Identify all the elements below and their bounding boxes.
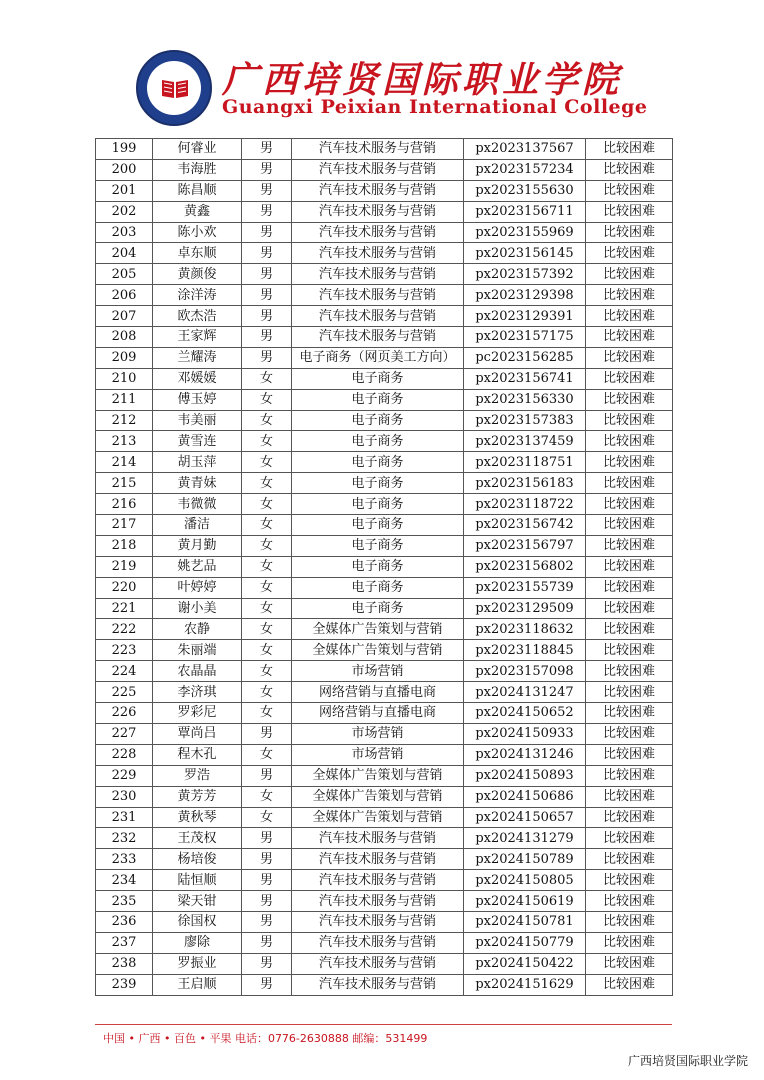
- table-row: [96, 368, 673, 389]
- row-number: 222: [96, 619, 153, 640]
- row-number: 207: [96, 306, 153, 327]
- student-id: px2023155739: [464, 577, 586, 598]
- row-number: 199: [96, 139, 153, 160]
- difficulty-level: 比较困难: [586, 682, 673, 703]
- student-id: px2023156797: [464, 535, 586, 556]
- major: 网络营销与直播电商: [292, 682, 464, 703]
- row-number: 212: [96, 410, 153, 431]
- student-name: 韦海胜: [153, 159, 242, 180]
- table-row: [96, 974, 673, 995]
- gender: 男: [242, 222, 292, 243]
- student-id: px2024131279: [464, 828, 586, 849]
- student-id: px2024150619: [464, 891, 586, 912]
- table-row: [96, 598, 673, 619]
- difficulty-level: 比较困难: [586, 201, 673, 222]
- major: 汽车技术服务与营销: [292, 953, 464, 974]
- difficulty-level: 比较困难: [586, 180, 673, 201]
- major: 汽车技术服务与营销: [292, 932, 464, 953]
- gender: 男: [242, 139, 292, 160]
- gender: 女: [242, 682, 292, 703]
- gender: 男: [242, 953, 292, 974]
- gender: 女: [242, 744, 292, 765]
- difficulty-level: 比较困难: [586, 285, 673, 306]
- row-number: 237: [96, 932, 153, 953]
- gender: 男: [242, 911, 292, 932]
- row-number: 224: [96, 661, 153, 682]
- table-row: [96, 640, 673, 661]
- row-number: 210: [96, 368, 153, 389]
- table-row: [96, 932, 673, 953]
- major: 汽车技术服务与营销: [292, 139, 464, 160]
- major: 汽车技术服务与营销: [292, 974, 464, 995]
- student-id: px2024150805: [464, 870, 586, 891]
- student-name: 朱丽端: [153, 640, 242, 661]
- gender: 女: [242, 556, 292, 577]
- gender: 男: [242, 180, 292, 201]
- table-row: [96, 619, 673, 640]
- row-number: 229: [96, 765, 153, 786]
- difficulty-level: 比较困难: [586, 807, 673, 828]
- difficulty-level: 比较困难: [586, 243, 673, 264]
- row-number: 200: [96, 159, 153, 180]
- major: 全媒体广告策划与营销: [292, 765, 464, 786]
- gender: 女: [242, 431, 292, 452]
- gender: 男: [242, 285, 292, 306]
- table-row: [96, 222, 673, 243]
- student-id: px2024131247: [464, 682, 586, 703]
- student-name: 邓媛媛: [153, 368, 242, 389]
- student-name: 罗浩: [153, 765, 242, 786]
- difficulty-level: 比较困难: [586, 431, 673, 452]
- table-row: [96, 744, 673, 765]
- student-id: px2023157175: [464, 327, 586, 348]
- major: 电子商务（网页美工方向）: [292, 347, 464, 368]
- student-id: px2024151629: [464, 974, 586, 995]
- student-name: 何睿业: [153, 139, 242, 160]
- roster-body: [96, 139, 673, 996]
- row-number: 215: [96, 473, 153, 494]
- difficulty-level: 比较困难: [586, 891, 673, 912]
- difficulty-level: 比较困难: [586, 870, 673, 891]
- major: 电子商务: [292, 535, 464, 556]
- student-name: 谢小美: [153, 598, 242, 619]
- student-name: 罗振业: [153, 953, 242, 974]
- gender: 女: [242, 515, 292, 536]
- major: 汽车技术服务与营销: [292, 264, 464, 285]
- student-name: 黄雪连: [153, 431, 242, 452]
- table-row: [96, 891, 673, 912]
- table-row: [96, 807, 673, 828]
- table-row: [96, 452, 673, 473]
- major: 市场营销: [292, 661, 464, 682]
- table-row: [96, 556, 673, 577]
- student-id: px2024150652: [464, 703, 586, 724]
- major: 汽车技术服务与营销: [292, 327, 464, 348]
- major: 市场营销: [292, 723, 464, 744]
- gender: 女: [242, 786, 292, 807]
- major: 汽车技术服务与营销: [292, 243, 464, 264]
- student-name: 杨培俊: [153, 849, 242, 870]
- major: 电子商务: [292, 494, 464, 515]
- row-number: 202: [96, 201, 153, 222]
- student-id: px2023129509: [464, 598, 586, 619]
- student-id: px2023156802: [464, 556, 586, 577]
- gender: 男: [242, 870, 292, 891]
- major: 汽车技术服务与营销: [292, 870, 464, 891]
- gender: 女: [242, 389, 292, 410]
- student-id: px2024150657: [464, 807, 586, 828]
- major: 汽车技术服务与营销: [292, 201, 464, 222]
- difficulty-level: 比较困难: [586, 911, 673, 932]
- book-icon: [160, 76, 190, 100]
- difficulty-level: 比较困难: [586, 410, 673, 431]
- gender: 男: [242, 201, 292, 222]
- gender: 男: [242, 723, 292, 744]
- major: 电子商务: [292, 389, 464, 410]
- major: 汽车技术服务与营销: [292, 911, 464, 932]
- difficulty-level: 比较困难: [586, 765, 673, 786]
- row-number: 203: [96, 222, 153, 243]
- student-name: 韦微微: [153, 494, 242, 515]
- gender: 女: [242, 452, 292, 473]
- difficulty-level: 比较困难: [586, 264, 673, 285]
- student-name: 姚艺品: [153, 556, 242, 577]
- student-name: 程木孔: [153, 744, 242, 765]
- difficulty-level: 比较困难: [586, 953, 673, 974]
- row-number: 219: [96, 556, 153, 577]
- gender: 女: [242, 703, 292, 724]
- gender: 女: [242, 473, 292, 494]
- footer-contact: 中国 • 广西 • 百色 • 平果 电话：0776-2630888 邮编：531499: [103, 1032, 428, 1045]
- student-id: px2023156183: [464, 473, 586, 494]
- table-row: [96, 953, 673, 974]
- student-name: 农晶晶: [153, 661, 242, 682]
- student-id: px2024150779: [464, 932, 586, 953]
- student-id: px2024150933: [464, 723, 586, 744]
- difficulty-level: 比较困难: [586, 368, 673, 389]
- student-id: px2023155969: [464, 222, 586, 243]
- student-name: 徐国权: [153, 911, 242, 932]
- gender: 女: [242, 410, 292, 431]
- difficulty-level: 比较困难: [586, 159, 673, 180]
- row-number: 206: [96, 285, 153, 306]
- student-name: 黄颜俊: [153, 264, 242, 285]
- gender: 男: [242, 159, 292, 180]
- row-number: 205: [96, 264, 153, 285]
- table-row: [96, 473, 673, 494]
- student-id: px2023118722: [464, 494, 586, 515]
- row-number: 233: [96, 849, 153, 870]
- difficulty-level: 比较困难: [586, 661, 673, 682]
- gender: 男: [242, 347, 292, 368]
- difficulty-level: 比较困难: [586, 306, 673, 327]
- student-name: 王启顺: [153, 974, 242, 995]
- difficulty-level: 比较困难: [586, 828, 673, 849]
- major: 电子商务: [292, 452, 464, 473]
- gender: 男: [242, 264, 292, 285]
- row-number: 220: [96, 577, 153, 598]
- student-id: px2023157234: [464, 159, 586, 180]
- gender: 男: [242, 849, 292, 870]
- difficulty-level: 比较困难: [586, 640, 673, 661]
- footer-divider: [95, 1024, 672, 1025]
- major: 电子商务: [292, 515, 464, 536]
- student-id: px2024150422: [464, 953, 586, 974]
- table-row: [96, 201, 673, 222]
- college-name-cn: 广西培贤国际职业学院: [222, 59, 623, 101]
- table-row: [96, 535, 673, 556]
- major: 电子商务: [292, 556, 464, 577]
- row-number: 230: [96, 786, 153, 807]
- difficulty-level: 比较困难: [586, 139, 673, 160]
- row-number: 204: [96, 243, 153, 264]
- student-id: px2023137567: [464, 139, 586, 160]
- major: 全媒体广告策划与营销: [292, 807, 464, 828]
- difficulty-level: 比较困难: [586, 535, 673, 556]
- difficulty-level: 比较困难: [586, 619, 673, 640]
- student-id: pc2023156285: [464, 347, 586, 368]
- table-row: [96, 264, 673, 285]
- student-id: px2023156741: [464, 368, 586, 389]
- difficulty-level: 比较困难: [586, 556, 673, 577]
- difficulty-level: 比较困难: [586, 974, 673, 995]
- student-id: px2023156711: [464, 201, 586, 222]
- row-number: 234: [96, 870, 153, 891]
- table-row: [96, 410, 673, 431]
- major: 全媒体广告策划与营销: [292, 619, 464, 640]
- table-row: [96, 515, 673, 536]
- gender: 男: [242, 243, 292, 264]
- student-name: 叶婷婷: [153, 577, 242, 598]
- major: 电子商务: [292, 577, 464, 598]
- gender: 男: [242, 932, 292, 953]
- row-number: 236: [96, 911, 153, 932]
- difficulty-level: 比较困难: [586, 723, 673, 744]
- table-row: [96, 327, 673, 348]
- table-row: [96, 494, 673, 515]
- major: 市场营销: [292, 744, 464, 765]
- row-number: 228: [96, 744, 153, 765]
- gender: 女: [242, 640, 292, 661]
- major: 电子商务: [292, 598, 464, 619]
- table-row: [96, 180, 673, 201]
- student-name: 韦美丽: [153, 410, 242, 431]
- table-row: [96, 786, 673, 807]
- student-name: 傅玉婷: [153, 389, 242, 410]
- table-row: [96, 159, 673, 180]
- major: 汽车技术服务与营销: [292, 285, 464, 306]
- difficulty-level: 比较困难: [586, 703, 673, 724]
- difficulty-level: 比较困难: [586, 744, 673, 765]
- difficulty-level: 比较困难: [586, 786, 673, 807]
- difficulty-level: 比较困难: [586, 222, 673, 243]
- student-name: 农静: [153, 619, 242, 640]
- table-row: [96, 577, 673, 598]
- student-name: 黄芳芳: [153, 786, 242, 807]
- gender: 女: [242, 368, 292, 389]
- student-name: 梁天钳: [153, 891, 242, 912]
- student-name: 潘洁: [153, 515, 242, 536]
- table-row: [96, 243, 673, 264]
- table-row: [96, 723, 673, 744]
- difficulty-level: 比较困难: [586, 389, 673, 410]
- major: 汽车技术服务与营销: [292, 828, 464, 849]
- student-name: 陆恒顺: [153, 870, 242, 891]
- row-number: 225: [96, 682, 153, 703]
- row-number: 223: [96, 640, 153, 661]
- table-row: [96, 139, 673, 160]
- student-id: px2024131246: [464, 744, 586, 765]
- student-name: 黄秋琴: [153, 807, 242, 828]
- row-number: 238: [96, 953, 153, 974]
- table-row: [96, 661, 673, 682]
- student-name: 覃尚吕: [153, 723, 242, 744]
- student-name: 黄月勤: [153, 535, 242, 556]
- row-number: 216: [96, 494, 153, 515]
- student-id: px2024150781: [464, 911, 586, 932]
- major: 汽车技术服务与营销: [292, 849, 464, 870]
- student-id: px2023118751: [464, 452, 586, 473]
- student-id: px2023118845: [464, 640, 586, 661]
- student-id: px2024150686: [464, 786, 586, 807]
- student-id: px2023156145: [464, 243, 586, 264]
- student-name: 卓东顺: [153, 243, 242, 264]
- major: 汽车技术服务与营销: [292, 180, 464, 201]
- student-name: 陈小欢: [153, 222, 242, 243]
- student-name: 胡玉萍: [153, 452, 242, 473]
- major: 网络营销与直播电商: [292, 703, 464, 724]
- student-id: px2023137459: [464, 431, 586, 452]
- gender: 女: [242, 535, 292, 556]
- student-name: 欧杰浩: [153, 306, 242, 327]
- table-row: [96, 870, 673, 891]
- gender: 男: [242, 306, 292, 327]
- table-row: [96, 682, 673, 703]
- row-number: 214: [96, 452, 153, 473]
- difficulty-level: 比较困难: [586, 515, 673, 536]
- student-name: 兰耀涛: [153, 347, 242, 368]
- row-number: 232: [96, 828, 153, 849]
- student-name: 廖除: [153, 932, 242, 953]
- student-name: 涂洋涛: [153, 285, 242, 306]
- gender: 女: [242, 807, 292, 828]
- row-number: 218: [96, 535, 153, 556]
- student-id: px2023157098: [464, 661, 586, 682]
- difficulty-level: 比较困难: [586, 932, 673, 953]
- student-id: px2023129391: [464, 306, 586, 327]
- row-number: 201: [96, 180, 153, 201]
- student-id: px2024150893: [464, 765, 586, 786]
- row-number: 208: [96, 327, 153, 348]
- table-row: [96, 765, 673, 786]
- difficulty-level: 比较困难: [586, 494, 673, 515]
- major: 全媒体广告策划与营销: [292, 640, 464, 661]
- student-name: 罗彩尼: [153, 703, 242, 724]
- student-name: 陈昌顺: [153, 180, 242, 201]
- student-id: px2023157383: [464, 410, 586, 431]
- table-row: [96, 703, 673, 724]
- row-number: 226: [96, 703, 153, 724]
- student-id: px2023156330: [464, 389, 586, 410]
- major: 全媒体广告策划与营销: [292, 786, 464, 807]
- gender: 女: [242, 577, 292, 598]
- gender: 男: [242, 327, 292, 348]
- gender: 女: [242, 598, 292, 619]
- student-id: px2023118632: [464, 619, 586, 640]
- gender: 男: [242, 974, 292, 995]
- difficulty-level: 比较困难: [586, 473, 673, 494]
- row-number: 213: [96, 431, 153, 452]
- row-number: 209: [96, 347, 153, 368]
- gender: 男: [242, 765, 292, 786]
- gender: 男: [242, 891, 292, 912]
- difficulty-level: 比较困难: [586, 598, 673, 619]
- difficulty-level: 比较困难: [586, 327, 673, 348]
- major: 电子商务: [292, 368, 464, 389]
- row-number: 217: [96, 515, 153, 536]
- student-name: 黄鑫: [153, 201, 242, 222]
- student-id: px2023157392: [464, 264, 586, 285]
- gender: 女: [242, 494, 292, 515]
- table-row: [96, 347, 673, 368]
- table-row: [96, 431, 673, 452]
- gender: 女: [242, 661, 292, 682]
- student-name: 王家辉: [153, 327, 242, 348]
- row-number: 239: [96, 974, 153, 995]
- major: 电子商务: [292, 473, 464, 494]
- difficulty-level: 比较困难: [586, 577, 673, 598]
- major: 汽车技术服务与营销: [292, 891, 464, 912]
- row-number: 227: [96, 723, 153, 744]
- difficulty-level: 比较困难: [586, 347, 673, 368]
- difficulty-level: 比较困难: [586, 452, 673, 473]
- major: 汽车技术服务与营销: [292, 159, 464, 180]
- student-id: px2024150789: [464, 849, 586, 870]
- college-name-en: Guangxi Peixian International College: [222, 96, 648, 118]
- table-row: [96, 849, 673, 870]
- student-name: 李济琪: [153, 682, 242, 703]
- row-number: 231: [96, 807, 153, 828]
- table-row: [96, 389, 673, 410]
- gender: 男: [242, 828, 292, 849]
- major: 电子商务: [292, 431, 464, 452]
- major: 汽车技术服务与营销: [292, 222, 464, 243]
- table-row: [96, 285, 673, 306]
- footer-org-name: 广西培贤国际职业学院: [627, 1054, 748, 1068]
- college-logo: [136, 50, 212, 126]
- student-roster-table: [95, 138, 673, 996]
- row-number: 221: [96, 598, 153, 619]
- major: 汽车技术服务与营销: [292, 306, 464, 327]
- table-row: [96, 828, 673, 849]
- difficulty-level: 比较困难: [586, 849, 673, 870]
- student-id: px2023156742: [464, 515, 586, 536]
- row-number: 211: [96, 389, 153, 410]
- student-id: px2023129398: [464, 285, 586, 306]
- student-name: 黄青妹: [153, 473, 242, 494]
- row-number: 235: [96, 891, 153, 912]
- table-row: [96, 306, 673, 327]
- table-row: [96, 911, 673, 932]
- major: 电子商务: [292, 410, 464, 431]
- student-id: px2023155630: [464, 180, 586, 201]
- gender: 女: [242, 619, 292, 640]
- student-name: 王茂权: [153, 828, 242, 849]
